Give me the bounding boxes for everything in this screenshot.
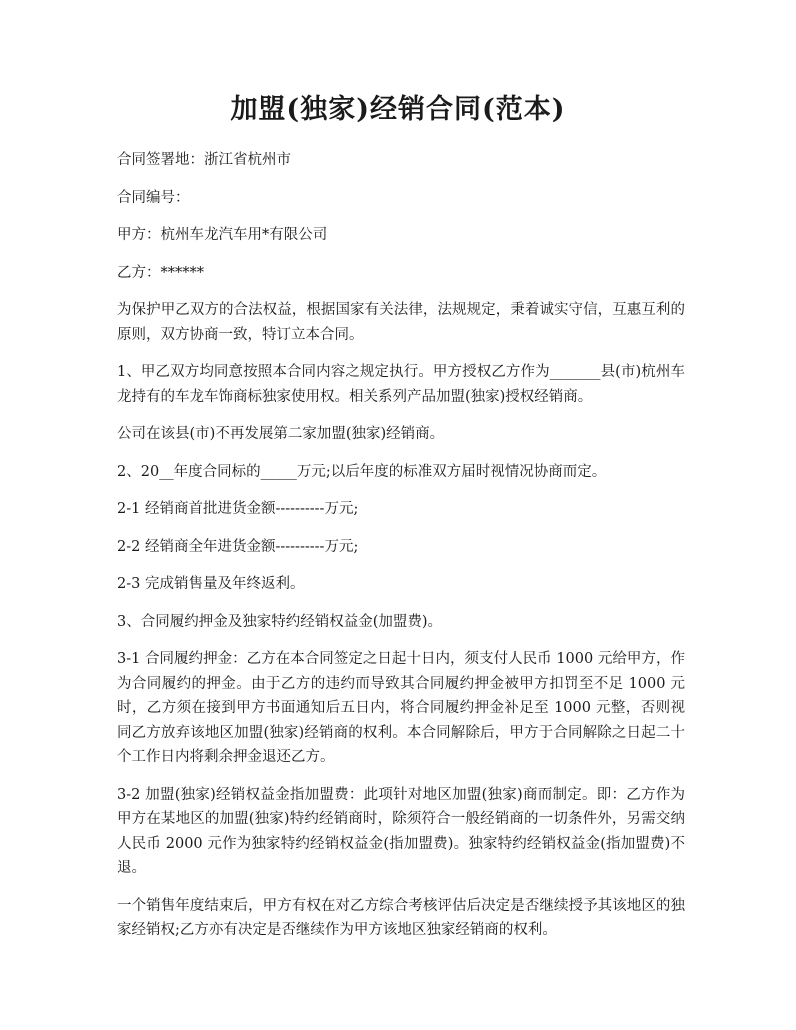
clause-3-2: 3-2 加盟(独家)经销权益金指加盟费：此项针对地区加盟(独家)商而制定。即：乙方作为甲方在某地区的加盟(独家)特约经销商时，除须符合一般经销商的一切条件外，另需交纳人民币 2000 元作为独家特约经销权益金(指加盟费)。独家特约经销权益金(指加盟费)不退。 — [117, 786, 685, 876]
clause-1: 1、甲乙双方均同意按照本合同内容之规定执行。甲方授权乙方作为_______县(市)杭州车龙持有的车龙车饰商标独家使用权。相关系列产品加盟(独家)授权经销商。 — [117, 364, 685, 405]
document-title: 加盟(独家)经销合同(范本) — [230, 94, 566, 125]
clause-3-renewal: 一个销售年度结束后，甲方有权在对乙方综合考核评估后决定是否继续授予其该地区的独家经销权;乙方亦有决定是否继续作为甲方该地区独家经销商的权利。 — [117, 897, 685, 938]
clause-2-3: 2-3 完成销售量及年终返利。 — [117, 576, 305, 592]
party-a: 甲方：杭州车龙汽车用*有限公司 — [117, 227, 328, 243]
clause-2-2: 2-2 经销商全年进货金额----------万元; — [117, 538, 359, 555]
clause-1-note: 公司在该县(市)不再发展第二家加盟(独家)经销商。 — [117, 426, 445, 442]
clause-3: 3、合同履约押金及独家特约经销权益金(加盟费)。 — [117, 613, 443, 630]
document-body — [117, 148, 685, 956]
clause-3-1: 3-1 合同履约押金：乙方在本合同签定之日起十日内，须支付人民币 1000 元给甲方，作为合同履约的押金。由于乙方的违约而导致其合同履约押金被甲方扣罚至不足 1000 元时，乙方须在接到甲方书面通知后五日内，将合同履约押金补足至 1000 元整，否则视同乙方放弃该地区加盟(独家)经销商的权利。本合同解除后，甲方于合同解除之日起二十个工作日内将剩余押金退还乙方。 — [117, 651, 685, 765]
party-b: 乙方：****** — [117, 264, 204, 281]
clause-2: 2、20__年度合同标的_____万元;以后年度的标准双方届时视情况协商而定。 — [117, 463, 607, 480]
preamble-paragraph: 为保护甲乙双方的合法权益，根据国家有关法律，法规规定，秉着诚实守信，互惠互利的原则，双方协商一致，特订立本合同。 — [117, 302, 685, 343]
contract-number: 合同编号： — [117, 189, 190, 206]
signing-location: 合同签署地：浙江省杭州市 — [117, 152, 291, 168]
clause-2-1: 2-1 经销商首批进货金额----------万元; — [117, 501, 359, 517]
